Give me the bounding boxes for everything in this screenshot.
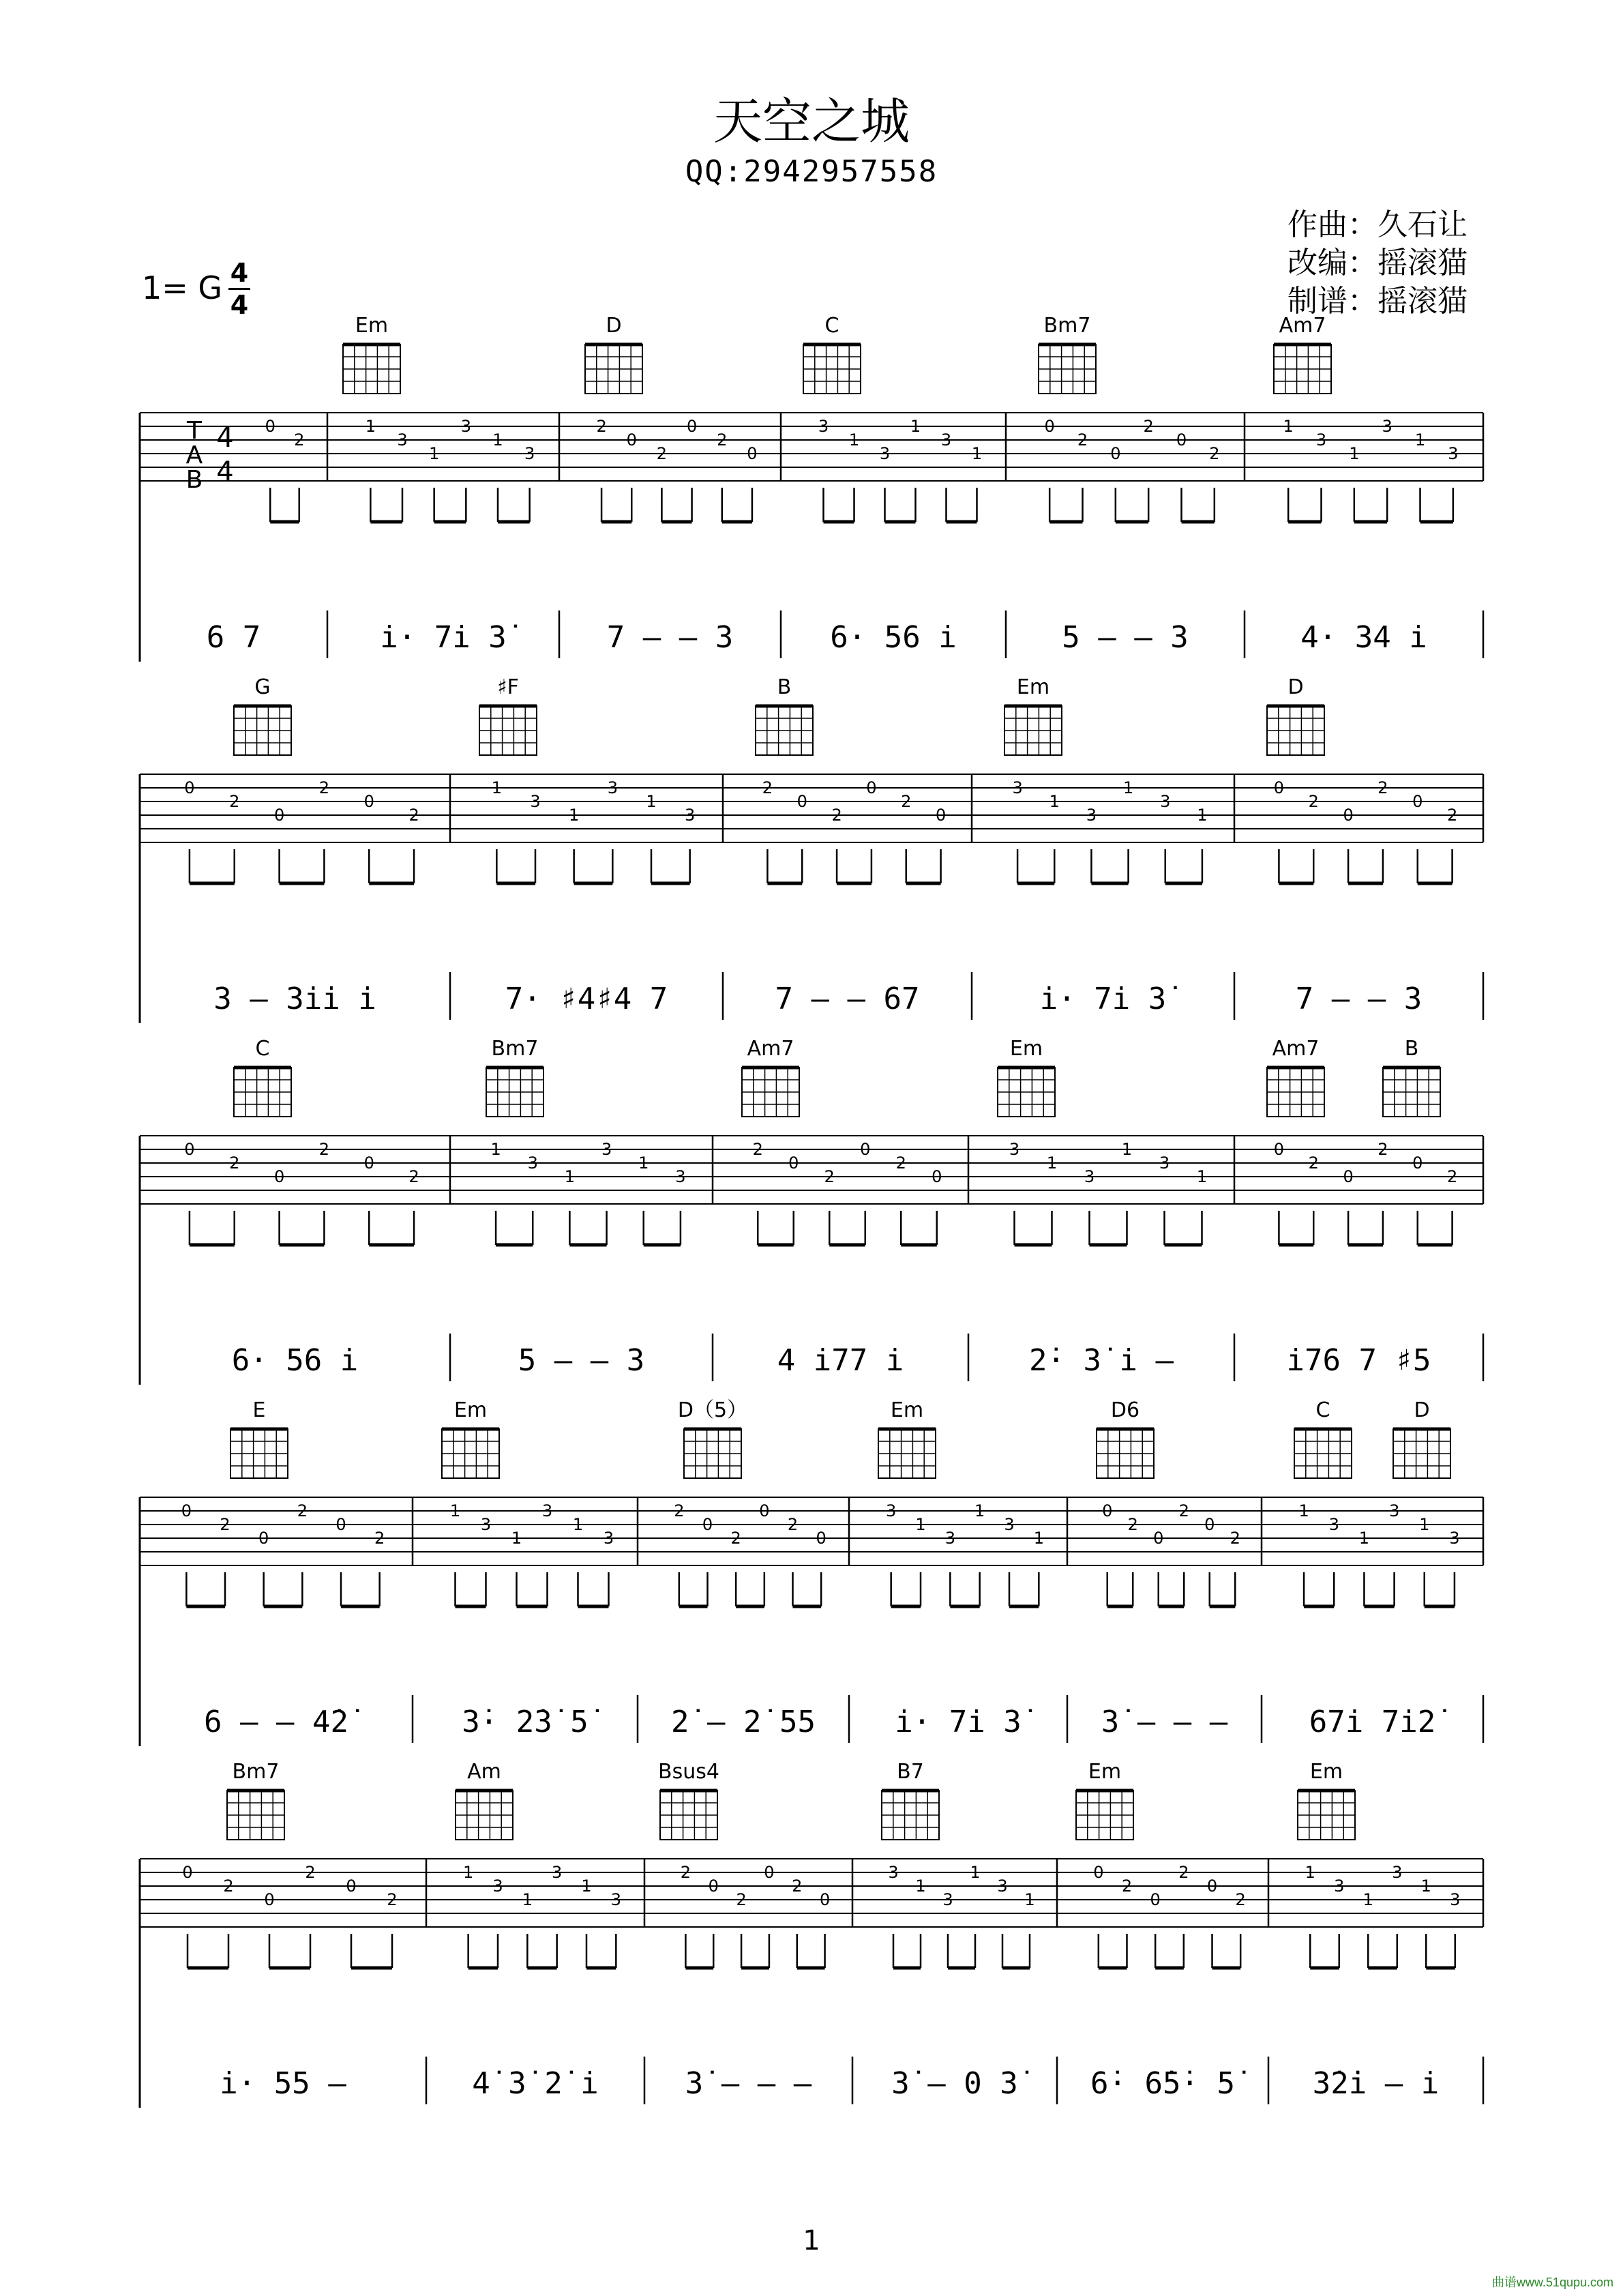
tab-fret-number: 1 bbox=[1349, 444, 1360, 463]
tab-fret-number: 0 bbox=[626, 430, 637, 450]
tab-time-top: 4 bbox=[216, 422, 234, 454]
tab-fret-number: 0 bbox=[708, 1876, 719, 1896]
tab-fret-number: 0 bbox=[363, 1153, 374, 1173]
tab-fret-number: 1 bbox=[569, 806, 580, 825]
tab-fret-number: 2 bbox=[318, 778, 330, 797]
credit-composer: 作曲：久石让 bbox=[1287, 207, 1468, 242]
jianpu-measure: 7 — — 3 bbox=[1295, 982, 1423, 1016]
tab-fret-number: 3 bbox=[1448, 444, 1459, 463]
tab-fret-number: 1 bbox=[1024, 1890, 1035, 1909]
tab-fret-number: 0 bbox=[1153, 1529, 1164, 1548]
tab-fret-number: 1 bbox=[1414, 430, 1426, 450]
tab-fret-number: 0 bbox=[702, 1515, 713, 1534]
tab-fret-number: 2 bbox=[1308, 1153, 1319, 1173]
tab-fret-number: 0 bbox=[1093, 1863, 1104, 1882]
tab-fret-number: 0 bbox=[1110, 444, 1121, 463]
time-signature-bottom: 4 bbox=[230, 290, 249, 320]
chord-name: G bbox=[254, 675, 271, 699]
tab-fret-number: 2 bbox=[596, 417, 607, 436]
tab-fret-number: 0 bbox=[184, 1140, 195, 1159]
chord-name: Am7 bbox=[1272, 1037, 1320, 1061]
tab-fret-number: 0 bbox=[265, 417, 276, 436]
tab-fret-number: 0 bbox=[1343, 806, 1354, 825]
chord-name: Em bbox=[1009, 1037, 1043, 1061]
score-title: 天空之城 bbox=[713, 93, 910, 150]
tab-fret-number: 3 bbox=[601, 1140, 612, 1159]
jianpu-measure: i· 55 — bbox=[220, 2066, 346, 2101]
jianpu-measure: 6· 56 i bbox=[830, 620, 957, 655]
tab-fret-number: 1 bbox=[581, 1876, 592, 1896]
tab-fret-number: 1 bbox=[1046, 1153, 1058, 1173]
tab-fret-number: 3 bbox=[1160, 792, 1171, 811]
chord-name: Em bbox=[1088, 1760, 1122, 1784]
chord-name: Bsus4 bbox=[658, 1760, 719, 1784]
chord-name: Em bbox=[1309, 1760, 1343, 1784]
tab-fret-number: 3 bbox=[492, 1876, 503, 1896]
tab-fret-number: 2 bbox=[294, 430, 305, 450]
tab-fret-number: 3 bbox=[524, 444, 535, 463]
tab-fret-number: 3 bbox=[610, 1890, 621, 1909]
tab-fret-number: 3 bbox=[603, 1529, 614, 1548]
tab-fret-number: 0 bbox=[273, 1167, 285, 1186]
chord-name: D bbox=[606, 314, 622, 338]
tab-fret-number: 1 bbox=[572, 1515, 584, 1534]
chord-name: Em bbox=[890, 1398, 924, 1422]
jianpu-measure: 4 i77 i bbox=[777, 1343, 904, 1378]
tab-fret-number: 0 bbox=[932, 1167, 942, 1186]
tab-fret-number: 0 bbox=[747, 444, 758, 463]
chord-name: D（5） bbox=[677, 1398, 748, 1422]
tab-fret-number: 2 bbox=[1230, 1529, 1240, 1548]
jianpu-measure: 5 — — 3 bbox=[1062, 620, 1189, 655]
tab-fret-number: 1 bbox=[974, 1501, 985, 1520]
tab-fret-number: 3 bbox=[480, 1515, 492, 1534]
tab-fret-number: 0 bbox=[819, 1890, 831, 1909]
jianpu-measure: 3̇ — 0 3̇ bbox=[891, 2066, 1018, 2101]
jianpu-measure: 7· ♯4♯4 7 bbox=[505, 982, 668, 1016]
tab-fret-number: 2 bbox=[229, 792, 240, 811]
tab-fret-number: 2 bbox=[305, 1863, 316, 1882]
tab-fret-number: 0 bbox=[184, 778, 195, 797]
tab-fret-number: 3 bbox=[607, 778, 618, 797]
tab-fret-number: 2 bbox=[895, 1153, 906, 1173]
tab-fret-number: 2 bbox=[717, 430, 728, 450]
tab-fret-number: 3 bbox=[1086, 806, 1097, 825]
tab-fret-number: 1 bbox=[490, 1140, 501, 1159]
jianpu-measure: i· 7i 3̇ bbox=[895, 1705, 1022, 1739]
chord-name: Bm7 bbox=[1043, 314, 1091, 338]
key-signature: 1= G bbox=[142, 269, 223, 306]
tab-fret-number: 2 bbox=[730, 1529, 741, 1548]
tab-fret-number: 2 bbox=[736, 1890, 747, 1909]
tab-fret-number: 1 bbox=[1033, 1529, 1044, 1548]
tab-fret-number: 1 bbox=[1122, 778, 1134, 797]
tab-fret-number: 2 bbox=[223, 1876, 234, 1896]
tab-fret-number: 1 bbox=[1363, 1890, 1373, 1909]
tab-fret-number: 3 bbox=[1382, 417, 1393, 436]
chord-name: Bm7 bbox=[232, 1760, 280, 1784]
tab-fret-number: 0 bbox=[1150, 1890, 1161, 1909]
tab-letter-a: A bbox=[185, 441, 203, 469]
tab-fret-number: 3 bbox=[541, 1501, 553, 1520]
tab-fret-number: 1 bbox=[1305, 1863, 1315, 1882]
tab-fret-number: 0 bbox=[1412, 1153, 1423, 1173]
tab-fret-number: 0 bbox=[686, 417, 698, 436]
tab-fret-number: 1 bbox=[1283, 417, 1294, 436]
tab-fret-number: 3 bbox=[1004, 1515, 1015, 1534]
tab-fret-number: 1 bbox=[1420, 1876, 1431, 1896]
tab-fret-number: 3 bbox=[1449, 1529, 1460, 1548]
tab-fret-number: 1 bbox=[910, 417, 921, 436]
chord-name: E bbox=[252, 1398, 266, 1422]
tab-fret-number: 0 bbox=[1343, 1167, 1354, 1186]
tab-fret-number: 2 bbox=[762, 778, 773, 797]
tab-fret-number: 3 bbox=[1084, 1167, 1095, 1186]
tab-fret-number: 0 bbox=[764, 1863, 775, 1882]
tab-fret-number: 1 bbox=[511, 1529, 522, 1548]
tab-fret-number: 2 bbox=[387, 1890, 398, 1909]
tab-fret-number: 2 bbox=[1235, 1890, 1246, 1909]
tab-fret-number: 2 bbox=[1178, 1501, 1189, 1520]
chord-name: D bbox=[1414, 1398, 1430, 1422]
tab-fret-number: 0 bbox=[1273, 1140, 1285, 1159]
chord-name: Em bbox=[453, 1398, 488, 1422]
time-signature-top: 4 bbox=[230, 258, 249, 288]
tab-fret-number: 2 bbox=[656, 444, 668, 463]
tab-fret-number: 0 bbox=[1176, 430, 1187, 450]
tab-fret-number: 3 bbox=[1009, 1140, 1020, 1159]
jianpu-measure: 2̇ — 2̇ 55 bbox=[671, 1705, 816, 1739]
tab-fret-number: 2 bbox=[408, 1167, 419, 1186]
qq-contact: QQ:2942957558 bbox=[685, 154, 938, 189]
tab-fret-number: 2 bbox=[1127, 1515, 1138, 1534]
tab-fret-number: 3 bbox=[942, 1890, 953, 1909]
tab-fret-number: 0 bbox=[796, 792, 807, 811]
tab-fret-number: 3 bbox=[1334, 1876, 1345, 1896]
chord-name: ♯F bbox=[497, 675, 519, 699]
tab-fret-number: 2 bbox=[408, 806, 419, 825]
chord-name: D6 bbox=[1110, 1398, 1140, 1422]
tab-fret-number: 2 bbox=[220, 1515, 230, 1534]
tab-fret-number: 3 bbox=[818, 417, 829, 436]
chord-name: C bbox=[824, 314, 839, 338]
tab-fret-number: 1 bbox=[848, 430, 860, 450]
chord-name: C bbox=[1315, 1398, 1330, 1422]
tab-fret-number: 1 bbox=[463, 1863, 474, 1882]
tab-fret-number: 1 bbox=[1197, 806, 1208, 825]
tab-fret-number: 3 bbox=[527, 1153, 538, 1173]
tab-letter-b: B bbox=[185, 466, 203, 494]
tab-fret-number: 2 bbox=[824, 1167, 835, 1186]
tab-fret-number: 2 bbox=[1209, 444, 1220, 463]
tab-fret-number: 0 bbox=[816, 1529, 827, 1548]
tab-fret-number: 3 bbox=[997, 1876, 1008, 1896]
tab-fret-number: 3 bbox=[888, 1863, 899, 1882]
tab-fret-number: 0 bbox=[1412, 792, 1423, 811]
tab-fret-number: 2 bbox=[792, 1876, 803, 1896]
jianpu-measure: i76 7 ♯5 bbox=[1286, 1343, 1431, 1378]
tab-fret-number: 0 bbox=[1204, 1515, 1215, 1534]
tab-fret-number: 0 bbox=[336, 1515, 346, 1534]
tab-fret-number: 2 bbox=[318, 1140, 330, 1159]
jianpu-measure: 6 — — 4̇2̇ bbox=[204, 1705, 348, 1739]
chord-name: Em bbox=[355, 314, 389, 338]
tab-fret-number: 0 bbox=[346, 1876, 357, 1896]
jianpu-measure: i· 7i 3̇ bbox=[1039, 982, 1167, 1016]
tab-letter-t: T bbox=[187, 417, 202, 445]
tab-fret-number: 1 bbox=[365, 417, 376, 436]
tab-fret-number: 2 bbox=[1077, 430, 1088, 450]
tab-fret-number: 2 bbox=[787, 1515, 799, 1534]
tab-fret-number: 0 bbox=[264, 1890, 275, 1909]
jianpu-measure: 4· 34 i bbox=[1300, 620, 1427, 655]
chord-name: B bbox=[1404, 1037, 1419, 1061]
tab-fret-number: 3 bbox=[530, 792, 541, 811]
tab-fret-number: 1 bbox=[492, 430, 503, 450]
tab-fret-number: 0 bbox=[1102, 1501, 1113, 1520]
page-number: 1 bbox=[803, 2225, 820, 2256]
tab-fret-number: 2 bbox=[1308, 792, 1319, 811]
tab-fret-number: 2 bbox=[1378, 1140, 1388, 1159]
jianpu-measure: 3̇2̇i — i bbox=[1312, 2066, 1440, 2101]
tab-fret-number: 1 bbox=[915, 1515, 926, 1534]
jianpu-measure: 6 7 bbox=[206, 620, 261, 655]
chord-name: Am7 bbox=[747, 1037, 794, 1061]
tab-fret-number: 3 bbox=[940, 430, 952, 450]
tab-fret-number: 0 bbox=[759, 1501, 770, 1520]
chord-name: B bbox=[777, 675, 792, 699]
tab-fret-number: 1 bbox=[1121, 1140, 1133, 1159]
tab-fret-number: 2 bbox=[1178, 1863, 1189, 1882]
tab-fret-number: 1 bbox=[971, 444, 983, 463]
tab-fret-number: 2 bbox=[374, 1529, 385, 1548]
tab-fret-number: 2 bbox=[674, 1501, 685, 1520]
tab-fret-number: 1 bbox=[491, 778, 502, 797]
tab-fret-number: 3 bbox=[675, 1167, 686, 1186]
tab-fret-number: 3 bbox=[879, 444, 891, 463]
jianpu-measure: 4̇ 3̇ 2̇ i bbox=[472, 2066, 599, 2101]
jianpu-measure: i· 7i 3̇ bbox=[380, 620, 507, 655]
jianpu-measure: 5 — — 3 bbox=[518, 1343, 645, 1378]
tab-fret-number: 0 bbox=[273, 806, 285, 825]
tab-fret-number: 2 bbox=[1378, 778, 1388, 797]
tab-fret-number: 1 bbox=[915, 1876, 926, 1896]
tab-fret-number: 1 bbox=[1358, 1529, 1370, 1548]
tab-fret-number: 2 bbox=[1121, 1876, 1133, 1896]
tab-fret-number: 3 bbox=[1392, 1863, 1403, 1882]
tab-fret-number: 3 bbox=[944, 1529, 955, 1548]
tab-fret-number: 3 bbox=[886, 1501, 897, 1520]
tab-fret-number: 3 bbox=[552, 1863, 563, 1882]
chord-name: B7 bbox=[897, 1760, 924, 1784]
tab-fret-number: 0 bbox=[1206, 1876, 1218, 1896]
jianpu-measure: 7 — — 67 bbox=[775, 982, 920, 1016]
tab-fret-number: 3 bbox=[1388, 1501, 1400, 1520]
tab-fret-number: 3 bbox=[1328, 1515, 1339, 1534]
tab-fret-number: 3 bbox=[1450, 1890, 1461, 1909]
tab-fret-number: 0 bbox=[363, 792, 374, 811]
tab-fret-number: 2 bbox=[831, 806, 842, 825]
tab-fret-number: 0 bbox=[181, 1501, 192, 1520]
tab-time-bottom: 4 bbox=[216, 456, 234, 488]
tab-fret-number: 1 bbox=[1419, 1515, 1430, 1534]
chord-name: Am7 bbox=[1279, 314, 1326, 338]
jianpu-measure: 3̇ — — — bbox=[1101, 1705, 1228, 1739]
tab-fret-number: 1 bbox=[638, 1153, 649, 1173]
tab-fret-number: 2 bbox=[680, 1863, 691, 1882]
tab-fret-number: 2 bbox=[901, 792, 912, 811]
tab-fret-number: 0 bbox=[258, 1529, 269, 1548]
chord-name: Bm7 bbox=[491, 1037, 539, 1061]
tab-fret-number: 0 bbox=[860, 1140, 871, 1159]
tab-fret-number: 2 bbox=[1143, 417, 1154, 436]
tab-fret-number: 0 bbox=[935, 806, 947, 825]
tab-fret-number: 0 bbox=[866, 778, 877, 797]
tab-fret-number: 1 bbox=[429, 444, 440, 463]
tab-fret-number: 3 bbox=[1159, 1153, 1170, 1173]
tab-fret-number: 1 bbox=[1196, 1167, 1208, 1186]
chord-name: Am bbox=[467, 1760, 501, 1784]
credit-transcriber: 制谱：摇滚猫 bbox=[1287, 284, 1468, 319]
tab-fret-number: 2 bbox=[752, 1140, 763, 1159]
tab-fret-number: 0 bbox=[1044, 417, 1055, 436]
tab-fret-number: 3 bbox=[1315, 430, 1327, 450]
jianpu-measure: 2̇· 3̇ i — bbox=[1029, 1343, 1174, 1378]
tab-fret-number: 1 bbox=[564, 1167, 576, 1186]
chord-name: C bbox=[255, 1037, 270, 1061]
tab-fret-number: 0 bbox=[788, 1153, 799, 1173]
jianpu-measure: 6̇· 6̇5̇· 5̇ bbox=[1090, 2066, 1235, 2101]
tab-fret-number: 1 bbox=[522, 1890, 533, 1909]
jianpu-measure: 3̇· 2̇3̇ 5̇ bbox=[462, 1705, 589, 1739]
tab-fret-number: 2 bbox=[1446, 1167, 1458, 1186]
chord-name: Em bbox=[1016, 675, 1050, 699]
tab-fret-number: 0 bbox=[1273, 778, 1285, 797]
chord-name: D bbox=[1287, 675, 1304, 699]
tab-fret-number: 3 bbox=[685, 806, 696, 825]
jianpu-measure: 3̇ — — — bbox=[685, 2066, 812, 2101]
credit-arranger: 改编：摇滚猫 bbox=[1287, 246, 1468, 280]
tab-fret-number: 3 bbox=[397, 430, 408, 450]
jianpu-measure: 3 — 3ii i bbox=[213, 982, 376, 1016]
tab-fret-number: 2 bbox=[297, 1501, 308, 1520]
site-watermark: 曲谱www.51qupu.com bbox=[1491, 2276, 1613, 2289]
tab-fret-number: 1 bbox=[1298, 1501, 1309, 1520]
jianpu-measure: 67i 7i2̇ bbox=[1309, 1705, 1436, 1739]
tab-fret-number: 3 bbox=[460, 417, 471, 436]
tab-fret-number: 1 bbox=[449, 1501, 461, 1520]
tab-fret-number: 2 bbox=[1446, 806, 1458, 825]
tab-fret-number: 3 bbox=[1012, 778, 1023, 797]
tab-fret-number: 2 bbox=[229, 1153, 240, 1173]
tab-fret-number: 1 bbox=[1049, 792, 1060, 811]
tab-fret-number: 1 bbox=[970, 1863, 981, 1882]
tab-fret-number: 1 bbox=[646, 792, 657, 811]
tab-fret-number: 0 bbox=[182, 1863, 193, 1882]
jianpu-measure: 7 — — 3 bbox=[606, 620, 734, 655]
jianpu-measure: 6· 56 i bbox=[231, 1343, 359, 1378]
